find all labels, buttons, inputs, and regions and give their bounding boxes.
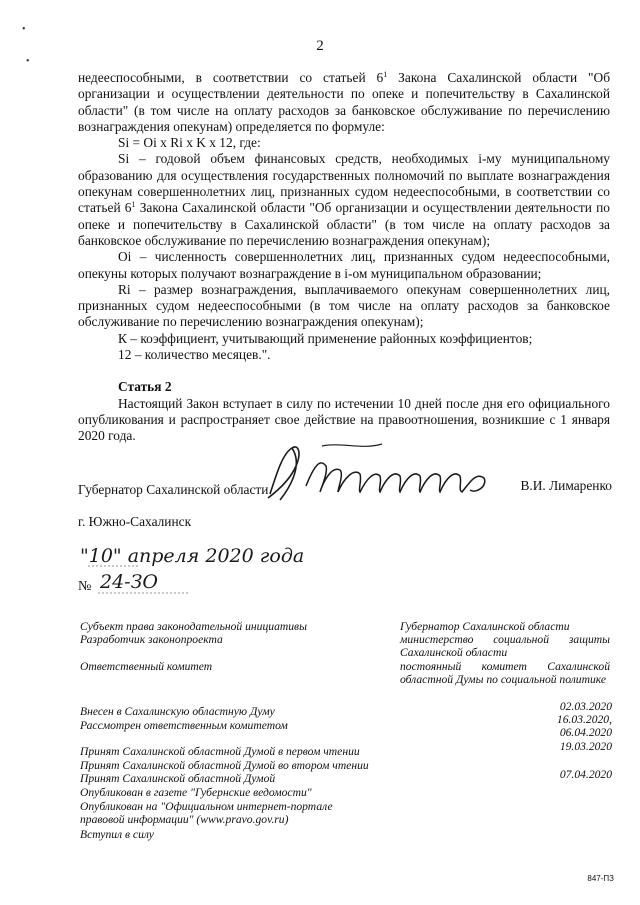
- meta-label: Субъект права законодательной инициативы: [80, 620, 307, 633]
- article-title: Статья 2: [118, 379, 172, 395]
- governor-signature: [262, 436, 512, 516]
- meta-developer: министерство социальной защиты Сахалинской области: [400, 633, 610, 659]
- meta-label: Принят Сахалинской областной Думой во втором чтении: [80, 759, 369, 772]
- scan-mark: •: [26, 56, 30, 67]
- meta-label: Разработчик законопроекта: [80, 633, 223, 646]
- date-adopted: 07.04.2020: [559, 768, 612, 781]
- paragraph-si: Si – годовой объем финансовых средств, необходимых i-му муниципальному образованию для осуществления государственных полномочий по выплате вознаграждения опекунам совершеннолетних лиц, признанных судом недееспособными, в соответствии со статьей $6^1$ Закона Сахалинской области "Об организации и осуществлении деятельности по опеке и попечительству в Сахалинской области" (в том числе на оплату расходов за банковское обслуживание по перечислению вознаграждения опекунам);: [78, 151, 610, 248]
- paragraph-intro: недееспособными, в соответствии со статьей $6^1$ Закона Сахалинской области "Об организации и осуществлении деятельности по опеке и попечительству в Сахалинской области" (в том числе на оплату расходов за банковское обслуживание по перечислению вознаграждения опекунам) определяется по формуле:: [78, 70, 611, 134]
- governor-name: В.И. Лимаренко: [520, 478, 612, 493]
- article-text: Настоящий Закон вступает в силу по истечении 10 дней после дня его официального опубликования и распространяет свое действие на правоотношения, возникшие с 1 января 2020 года.: [78, 395, 610, 444]
- svg-text:"10" апреля 2020 года: "10" апреля 2020 года: [80, 545, 305, 567]
- meta-label: Принят Сахалинской областной Думой: [80, 772, 276, 785]
- paragraph-oi: Oi – численность совершеннолетних лиц, признанных судом недееспособными, опекуны которых получают вознаграждение в i-ом муниципальном образовании;: [78, 249, 610, 281]
- paragraph-months: 12 – количество месяцев.".: [118, 347, 271, 363]
- footer-code: 847-ПЗ: [587, 874, 614, 883]
- meta-label: Ответственный комитет: [80, 660, 213, 673]
- paragraph-ri: Ri – размер вознаграждения, выплачиваемого опекунам совершеннолетних лиц, признанных судом недееспособными (в том числе на оплату расходов за банковское обслуживание по перечислению вознаграждения опекунам);: [78, 281, 611, 330]
- city-line: г. Южно-Сахалинск: [78, 514, 192, 529]
- meta-label: Опубликован на "Официальном интернет-портале правовой информации" (www.pravo.gov.ru): [80, 800, 333, 826]
- meta-label: Опубликован в газете "Губернские ведомости": [80, 786, 312, 799]
- law-body-text: [78, 70, 610, 445]
- date-reviewed: 16.03.2020,: [556, 713, 612, 726]
- meta-committee: постоянный комитет Сахалинской областной Думы по социальной политике: [400, 660, 610, 686]
- paragraph-k: К – коэффициент, учитывающий применение районных коэффициентов;: [118, 330, 533, 346]
- date-first-reading: 19.03.2020: [559, 740, 612, 753]
- meta-label: Вступил в силу: [80, 828, 154, 841]
- formula: Si = Oi x Ri x K x 12, где:: [118, 135, 261, 151]
- meta-subject: Губернатор Сахалинской области: [400, 620, 570, 633]
- date-submitted: 02.03.2020: [559, 700, 612, 713]
- law-number: [78, 568, 208, 598]
- scan-mark: •: [22, 24, 26, 35]
- page-number: 2: [316, 38, 324, 54]
- date-reviewed: 06.04.2020: [559, 726, 612, 739]
- svg-text:№: №: [78, 579, 92, 594]
- handwritten-date: [78, 538, 408, 572]
- governor-title: Губернатор Сахалинской области: [78, 482, 269, 497]
- meta-label: Рассмотрен ответственным комитетом: [80, 719, 288, 732]
- meta-label: Внесен в Сахалинскую областную Думу: [80, 705, 275, 718]
- meta-label: Принят Сахалинской областной Думой в первом чтении: [80, 745, 360, 758]
- svg-text:24-ЗО: 24-ЗО: [100, 571, 159, 593]
